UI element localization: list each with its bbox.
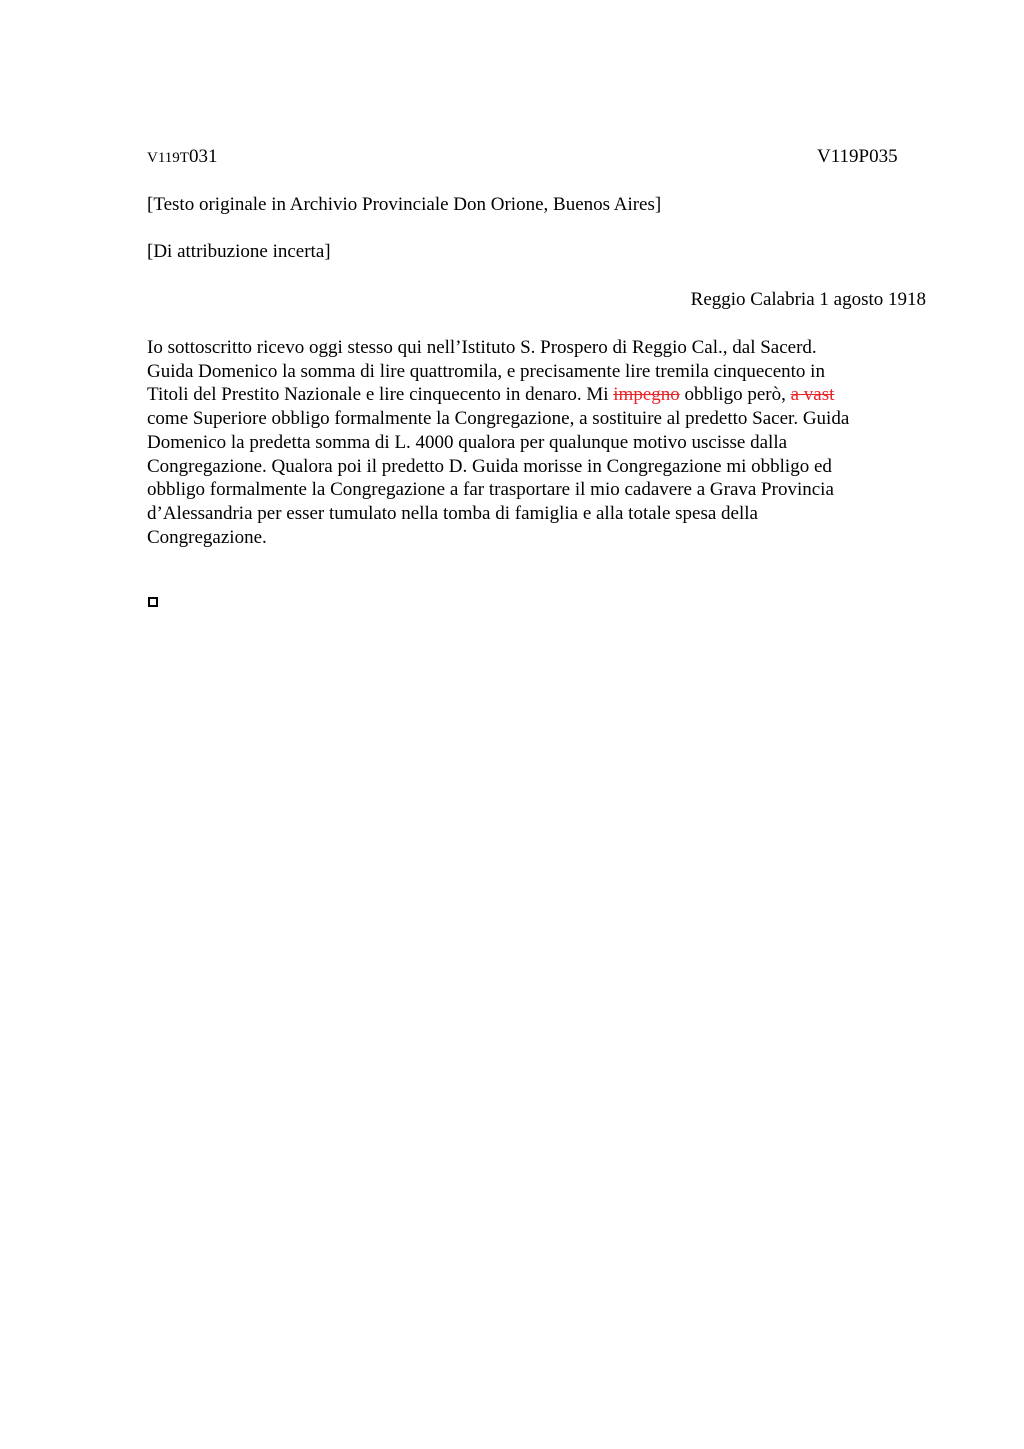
body-line: come Superiore obbligo formalmente la Congregazione, a sostituire al predetto Sacer. Guida	[147, 408, 850, 430]
square-outline-icon	[148, 597, 158, 607]
archive-note: [Testo originale in Archivio Provinciale Don Orione, Buenos Aires]	[147, 194, 662, 215]
document-code-right: V119P035	[817, 146, 898, 167]
body-line: Congregazione.	[147, 526, 267, 548]
body-paragraph	[147, 336, 849, 549]
body-line	[147, 383, 849, 407]
document-code-prefix: V119T	[147, 150, 189, 166]
body-line: Domenico la predetta somma di L. 4000 qualora per qualunque motivo uscisse dalla	[147, 431, 788, 453]
body-line: d’Alessandria per esser tumulato nella tomba di famiglia e alla totale spesa della	[147, 502, 758, 524]
deleted-word: a vast	[790, 384, 835, 406]
body-line: Guida Domenico la somma di lire quattromila, e precisamente lire tremila cinquecento in	[147, 360, 825, 382]
attribution-note: [Di attribuzione incerta]	[147, 241, 331, 262]
body-text-segment: obbligo però,	[679, 384, 791, 406]
deleted-word: impegno	[613, 384, 680, 406]
body-line: obbligo formalmente la Congregazione a far trasportare il mio cadavere a Grava Provincia	[147, 479, 834, 501]
body-text-segment: Titoli del Prestito Nazionale e lire cinquecento in denaro. Mi	[147, 384, 614, 406]
body-line: Io sottoscritto ricevo oggi stesso qui nell’Istituto S. Prospero di Reggio Cal., dal Sacerd.	[147, 337, 817, 358]
document-code-left	[147, 145, 217, 170]
dateline: Reggio Calabria 1 agosto 1918	[690, 289, 926, 310]
document-code-number: 031	[188, 146, 218, 167]
body-line: Congregazione. Qualora poi il predetto D. Guida morisse in Congregazione mi obbligo ed	[147, 455, 832, 477]
